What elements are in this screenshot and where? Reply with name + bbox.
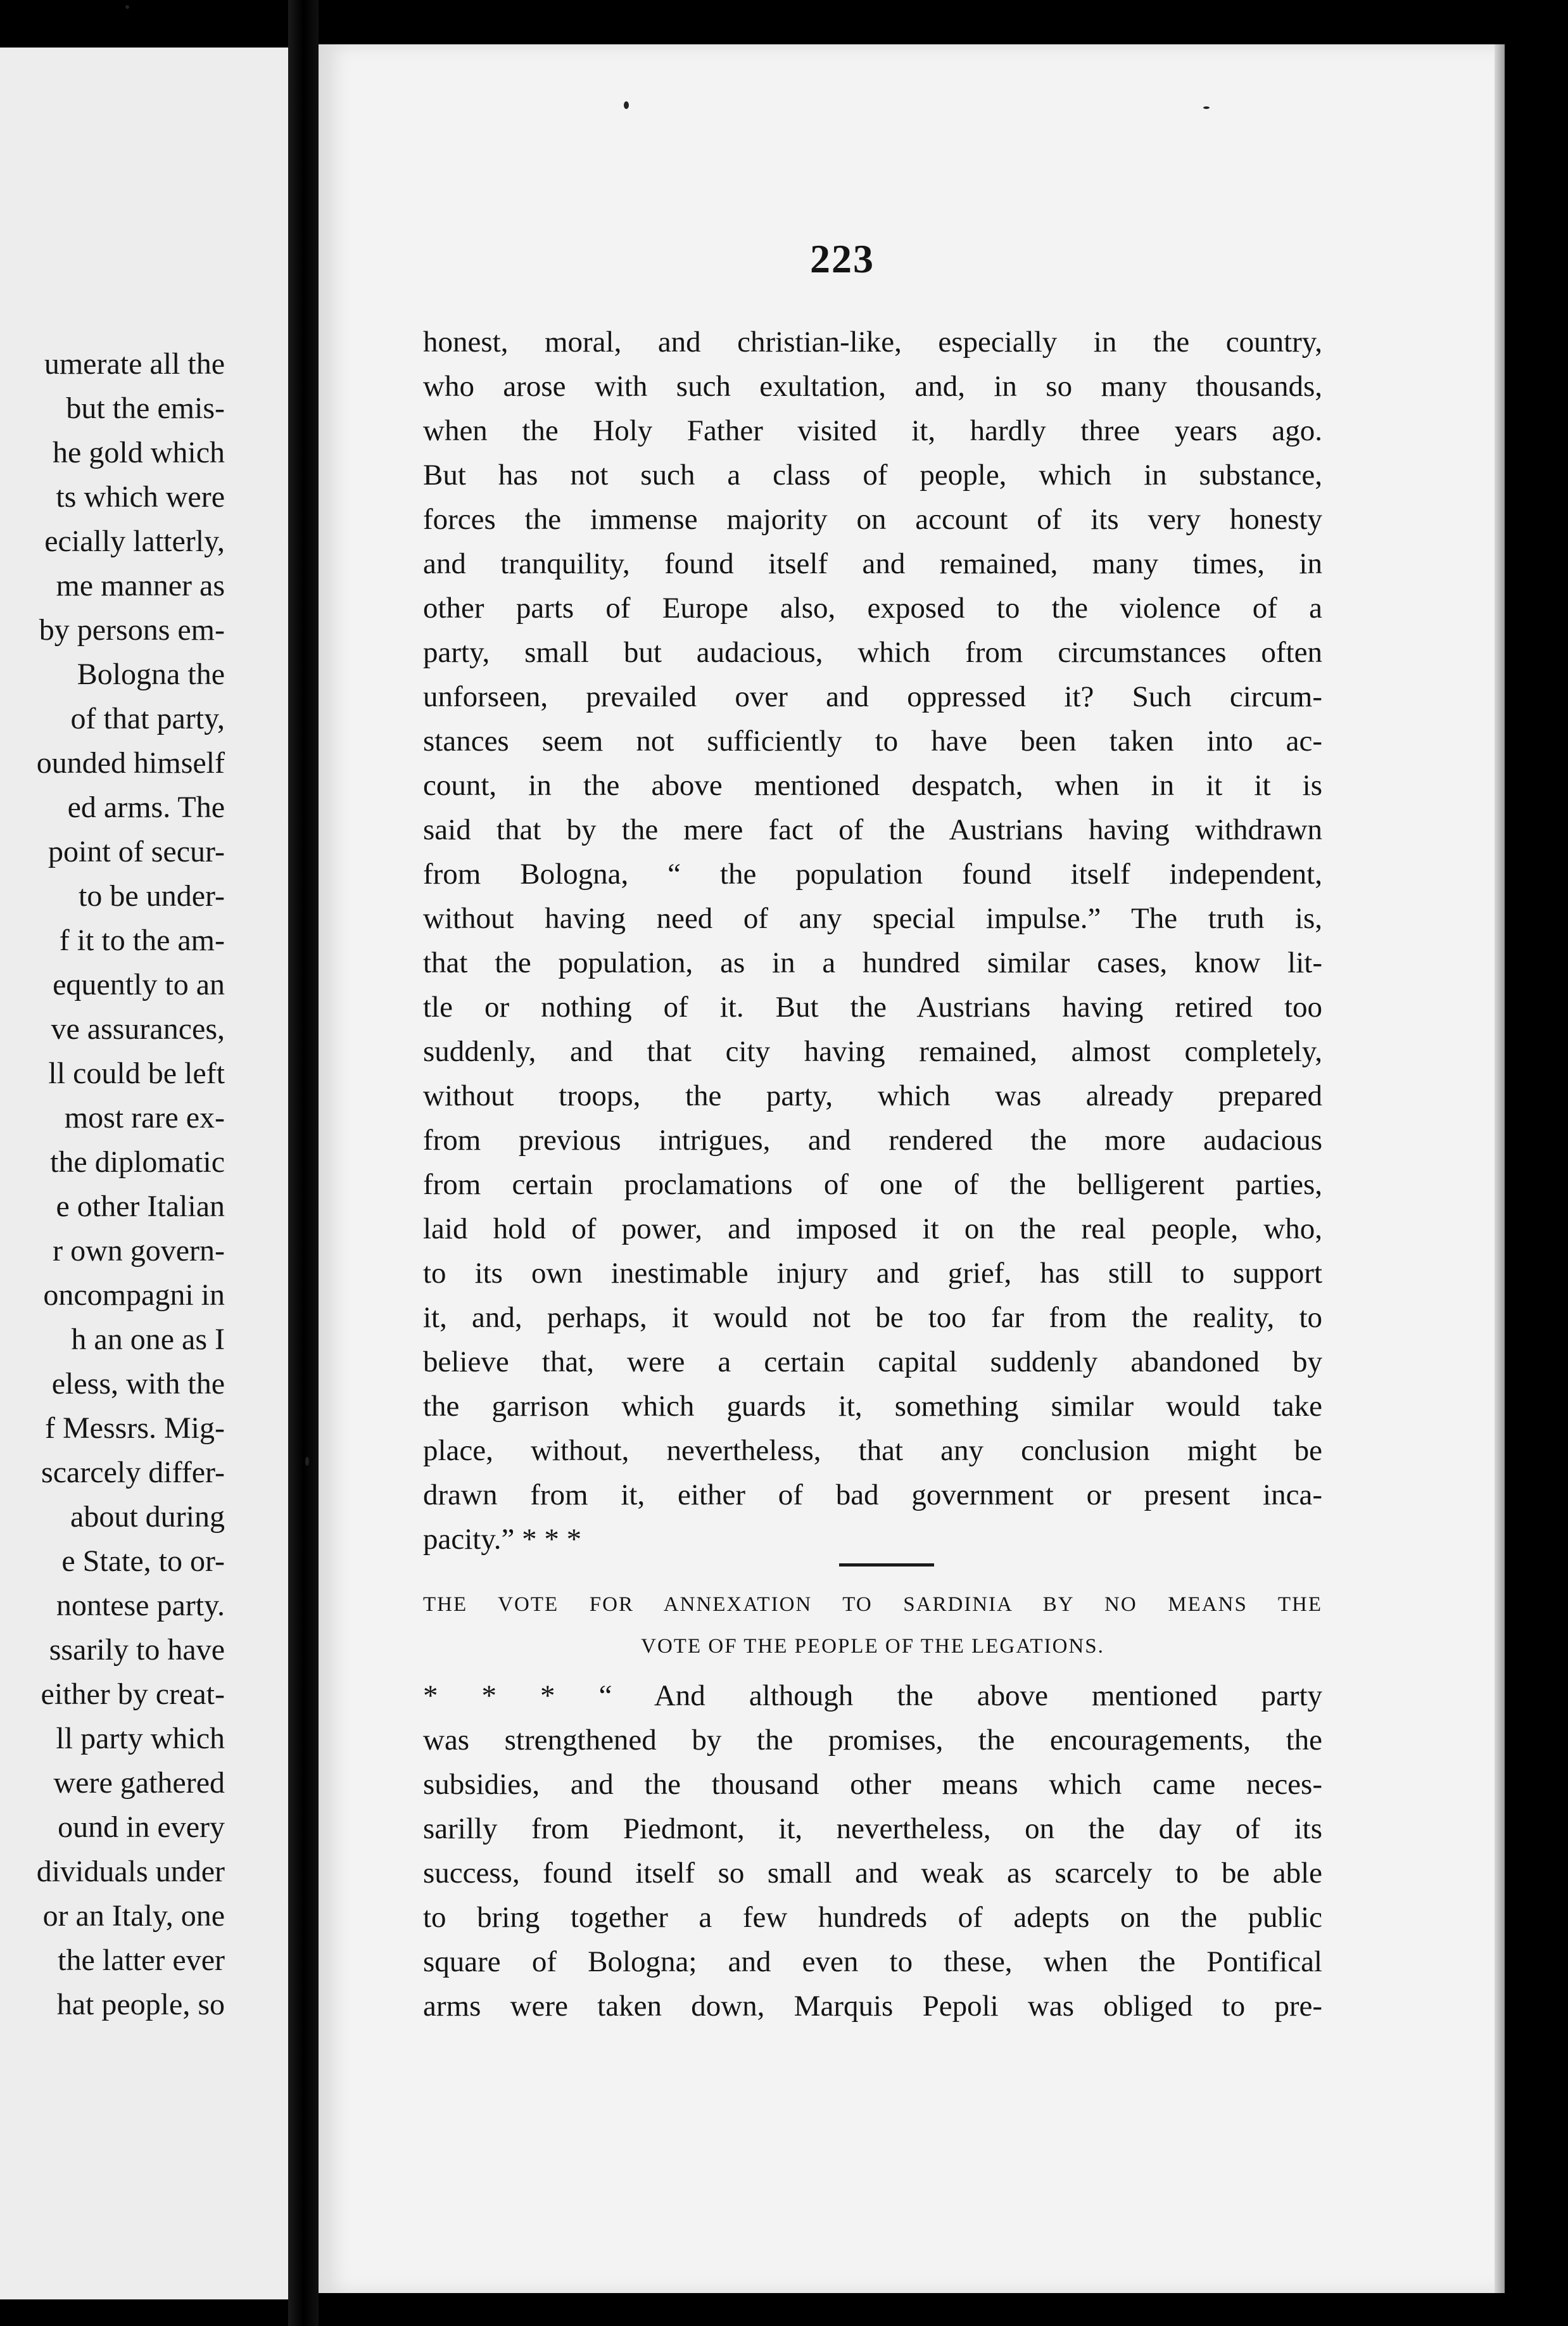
previous-page-line: the diplomatic [50, 1145, 225, 1179]
text-line: honest, moral, and christian-like, especially in the country, [423, 326, 1322, 359]
previous-page-line: umerate all the [44, 347, 225, 381]
previous-page-line: ts which were [56, 480, 225, 514]
previous-page-line: oncompagni in [43, 1278, 225, 1312]
previous-page-line: about during [70, 1500, 225, 1534]
page-number: 223 [810, 236, 875, 281]
previous-page-line: ounded himself [36, 746, 225, 780]
text-line: count, in the above mentioned despatch, when in it it is [423, 769, 1322, 802]
previous-page-line: dividuals under [36, 1855, 225, 1888]
text-line: suddenly, and that city having remained, almost completely, [423, 1035, 1322, 1068]
previous-page-line: nontese party. [56, 1589, 225, 1622]
text-line: place, without, nevertheless, that any conclusion might be [423, 1434, 1322, 1467]
previous-page-line: f Messrs. Mig- [45, 1411, 225, 1445]
text-line: said that by the mere fact of the Austrians having withdrawn [423, 813, 1322, 846]
previous-page-line: he gold which [53, 436, 225, 469]
text-line: from previous intrigues, and rendered the more audacious [423, 1124, 1322, 1157]
previous-page-line: h an one as I [71, 1323, 225, 1356]
previous-page-line: ecially latterly, [44, 524, 225, 558]
previous-page-line: or an Italy, one [42, 1899, 225, 1933]
previous-page-line: equently to an [53, 968, 225, 1001]
previous-page-line: ssarily to have [49, 1633, 225, 1667]
text-line: sarilly from Piedmont, it, nevertheless, on the day of its [423, 1812, 1322, 1845]
text-line: it, and, perhaps, it would not be too far from the reality, to [423, 1301, 1322, 1334]
previous-page-line: point of secur- [48, 835, 225, 868]
previous-page-line: me manner as [56, 569, 225, 602]
text-line: square of Bologna; and even to these, when the Pontifical [423, 1945, 1322, 1978]
text-line: and tranquility, found itself and remained, many times, in [423, 547, 1322, 580]
previous-page-line: eless, with the [51, 1367, 225, 1401]
text-line: tle or nothing of it. But the Austrians having retired too [423, 991, 1322, 1024]
text-line: forces the immense majority on account of its very honesty [423, 503, 1322, 536]
section-heading-line: THE VOTE FOR ANNEXATION TO SARDINIA BY NO MEANS THE [423, 1593, 1322, 1616]
text-line: pacity.” * * * [423, 1523, 582, 1556]
text-line: that the population, as in a hundred similar cases, know lit- [423, 946, 1322, 979]
previous-page-line: ll could be left [48, 1057, 225, 1090]
text-line: arms were taken down, Marquis Pepoli was obliged to pre- [423, 1990, 1322, 2023]
text-line: stances seem not sufficiently to have been taken into ac- [423, 725, 1322, 758]
previous-page-line: ed arms. The [67, 791, 225, 824]
text-line: believe that, were a certain capital suddenly abandoned by [423, 1345, 1322, 1378]
text-line: unforseen, prevailed over and oppressed it? Such circum- [423, 680, 1322, 713]
text-line: laid hold of power, and imposed it on the real people, who, [423, 1212, 1322, 1245]
previous-page-line: most rare ex- [64, 1101, 225, 1134]
text-line: without troops, the party, which was already prepared [423, 1079, 1322, 1112]
text-line: subsidies, and the thousand other means which came neces- [423, 1768, 1322, 1801]
text-line: But has not such a class of people, which in substance, [423, 459, 1322, 492]
text-line: to its own inestimable injury and grief, has still to support [423, 1257, 1322, 1290]
previous-page-line: but the emis- [66, 391, 225, 425]
previous-page-line: Bologna the [77, 658, 225, 691]
previous-page-line: e other Italian [56, 1190, 225, 1223]
section-divider-rule [839, 1563, 934, 1567]
text-line: was strengthened by the promises, the encouragements, the [423, 1724, 1322, 1757]
previous-page-line: were gathered [53, 1766, 225, 1800]
previous-page-line: by persons em- [39, 613, 225, 647]
text-line: the garrison which guards it, something similar would take [423, 1390, 1322, 1423]
body-text-block [423, 320, 1322, 1561]
text-line: * * * “ And although the above mentioned party [423, 1679, 1322, 1712]
text-line: drawn from it, either of bad government or present inca- [423, 1478, 1322, 1511]
previous-page-line: r own govern- [53, 1234, 225, 1268]
previous-page-text [0, 342, 225, 2027]
previous-page-line: either by creat- [41, 1677, 225, 1711]
section-heading-line: VOTE OF THE PEOPLE OF THE LEGATIONS. [641, 1635, 1104, 1658]
previous-page-line: f it to the am- [59, 924, 225, 957]
previous-page-line: scarcely differ- [41, 1456, 225, 1489]
text-line: from Bologna, “ the population found itself independent, [423, 858, 1322, 891]
previous-page-line: e State, to or- [61, 1544, 225, 1578]
previous-page-line: ve assurances, [51, 1012, 225, 1046]
previous-page-line: to be under- [79, 879, 225, 913]
book-gutter [288, 0, 319, 2326]
previous-page-line: ound in every [58, 1810, 225, 1844]
section-heading [423, 1584, 1322, 1667]
previous-page-line: hat people, so [56, 1988, 225, 2021]
previous-page-line: ll party which [56, 1722, 225, 1755]
previous-page-line: of that party, [70, 702, 225, 735]
text-line: from certain proclamations of one of the belligerent parties, [423, 1168, 1322, 1201]
previous-page-fragment [0, 48, 288, 2299]
text-line: success, found itself so small and weak as scarcely to be able [423, 1857, 1322, 1890]
body-text-block-continued [423, 1674, 1322, 2028]
page-edge [1495, 44, 1505, 2293]
text-line: to bring together a few hundreds of adepts on the public [423, 1901, 1322, 1934]
text-line: without having need of any special impulse.” The truth is, [423, 902, 1322, 935]
text-line: party, small but audacious, which from circumstances often [423, 636, 1322, 669]
text-line: other parts of Europe also, exposed to the violence of a [423, 592, 1322, 625]
previous-page-line: the latter ever [58, 1943, 225, 1977]
text-line: when the Holy Father visited it, hardly three years ago. [423, 414, 1322, 447]
text-line: who arose with such exultation, and, in so many thousands, [423, 370, 1322, 403]
